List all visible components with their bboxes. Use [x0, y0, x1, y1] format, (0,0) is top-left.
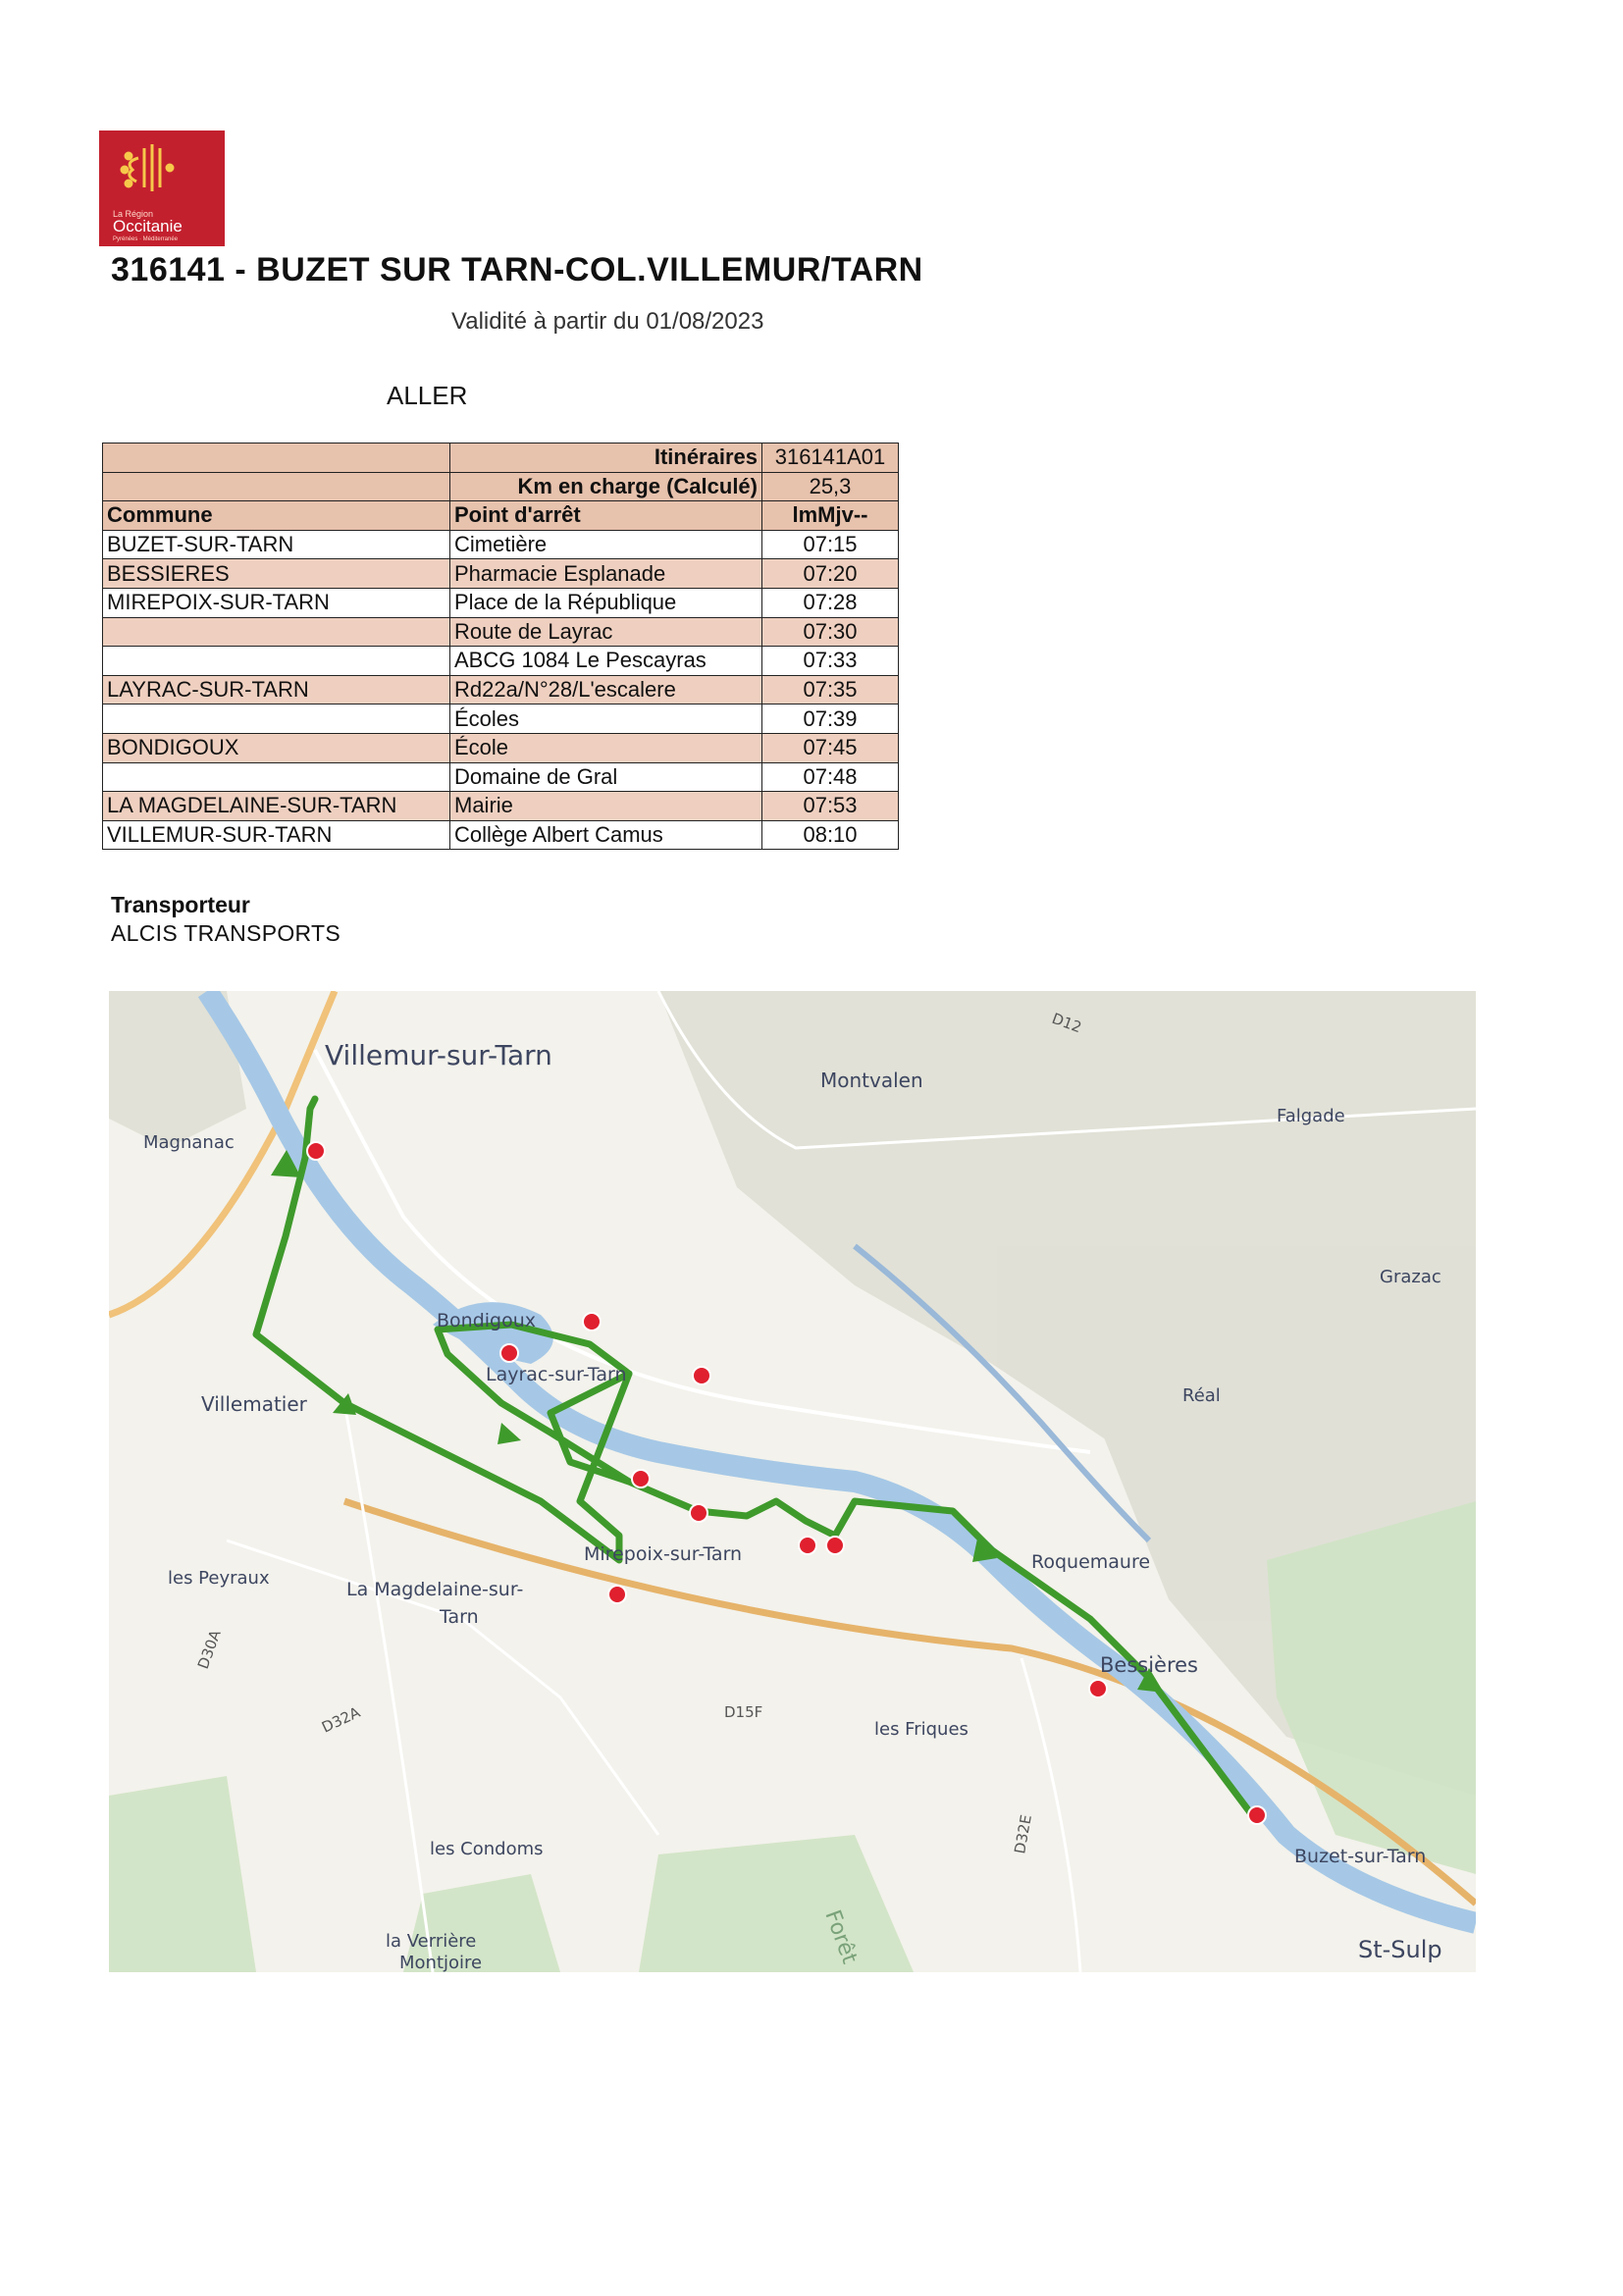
label-verriere-1: la Verrière [386, 1931, 477, 1952]
stop-cell: ABCG 1084 Le Pescayras [450, 647, 762, 676]
stop-cell: Route de Layrac [450, 617, 762, 647]
label-friques: les Friques [874, 1719, 969, 1740]
label-d32e: D32E [1011, 1813, 1035, 1855]
itinerary-row [103, 444, 899, 473]
stop-cell: École [450, 733, 762, 762]
commune-cell: LA MAGDELAINE-SUR-TARN [103, 792, 450, 821]
label-layrac: Layrac-sur-Tarn [486, 1364, 627, 1385]
label-magdelaine-1: La Magdelaine-sur- [346, 1579, 524, 1600]
commune-cell: BESSIERES [103, 559, 450, 589]
carrier-name: ALCIS TRANSPORTS [111, 920, 341, 946]
label-condoms: les Condoms [430, 1839, 544, 1859]
table-row [103, 792, 899, 821]
table-row [103, 675, 899, 704]
time-cell: 07:48 [762, 762, 899, 792]
stop-cell: Cimetière [450, 530, 762, 559]
label-villemur: Villemur-sur-Tarn [325, 1039, 552, 1071]
region-logo [99, 130, 225, 246]
itinerary-code: 316141A01 [762, 444, 899, 473]
stop-marker [500, 1344, 518, 1362]
label-verriere-2: Montjoire [399, 1953, 483, 1972]
time-cell: 07:45 [762, 733, 899, 762]
blank-cell [103, 472, 450, 501]
label-montvalen: Montvalen [820, 1069, 923, 1092]
label-magnanac: Magnanac [143, 1132, 235, 1153]
stop-marker [632, 1470, 650, 1487]
label-foret: Forêt [819, 1906, 863, 1967]
occitan-cross-icon [99, 130, 225, 209]
stop-cell: Domaine de Gral [450, 762, 762, 792]
time-cell: 07:53 [762, 792, 899, 821]
commune-cell: BONDIGOUX [103, 733, 450, 762]
km-row [103, 472, 899, 501]
stop-cell: Mairie [450, 792, 762, 821]
column-header-row [103, 501, 899, 531]
label-d30a: D30A [193, 1627, 225, 1672]
label-bessieres: Bessières [1100, 1653, 1198, 1677]
time-cell: 07:28 [762, 588, 899, 617]
table-row [103, 559, 899, 589]
commune-cell [103, 647, 450, 676]
commune-cell: MIREPOIX-SUR-TARN [103, 588, 450, 617]
stop-marker [1248, 1806, 1266, 1824]
label-mirepoix: Mirepoix-sur-Tarn [584, 1543, 743, 1565]
stop-marker [799, 1537, 816, 1554]
stop-marker [583, 1313, 601, 1331]
label-d32a: D32A [319, 1703, 363, 1737]
label-real: Réal [1182, 1385, 1221, 1406]
stop-cell: Pharmacie Esplanade [450, 559, 762, 589]
logo-tagline: Pyrénées · Méditerranée [113, 236, 179, 242]
label-magdelaine-2: Tarn [440, 1606, 479, 1628]
stop-cell: Place de la République [450, 588, 762, 617]
col-stop-header: Point d'arrêt [450, 501, 762, 531]
table-row [103, 820, 899, 850]
route-map [109, 991, 1476, 1972]
table-row [103, 647, 899, 676]
label-d12: D12 [1049, 1009, 1084, 1037]
km-value: 25,3 [762, 472, 899, 501]
time-cell: 07:39 [762, 704, 899, 734]
label-villematier: Villematier [201, 1392, 307, 1416]
time-cell: 07:33 [762, 647, 899, 676]
itineraries-label: Itinéraires [450, 444, 762, 473]
stop-marker [826, 1537, 844, 1554]
table-row [103, 762, 899, 792]
col-commune-header: Commune [103, 501, 450, 531]
col-days-header: lmMjv-- [762, 501, 899, 531]
page-title: 316141 - BUZET SUR TARN-COL.VILLEMUR/TARN [111, 251, 923, 288]
label-peyraux: les Peyraux [168, 1568, 270, 1589]
schedule-table [102, 443, 899, 850]
time-cell: 08:10 [762, 820, 899, 850]
table-row [103, 617, 899, 647]
table-row [103, 704, 899, 734]
label-falgade: Falgade [1277, 1106, 1345, 1126]
table-row [103, 588, 899, 617]
time-cell: 07:15 [762, 530, 899, 559]
carrier-heading: Transporteur [111, 892, 250, 917]
commune-cell [103, 762, 450, 792]
stop-marker [1089, 1680, 1107, 1697]
logo-brand: Occitanie [113, 217, 183, 235]
stop-marker [693, 1367, 710, 1384]
stop-cell: Collège Albert Camus [450, 820, 762, 850]
table-row [103, 530, 899, 559]
stop-marker [608, 1586, 626, 1603]
time-cell: 07:35 [762, 675, 899, 704]
label-bondigoux: Bondigoux [437, 1310, 537, 1331]
logo-small-text: La Région [113, 209, 154, 219]
commune-cell: VILLEMUR-SUR-TARN [103, 820, 450, 850]
time-cell: 07:30 [762, 617, 899, 647]
label-grazac: Grazac [1380, 1267, 1441, 1287]
label-roquemaure: Roquemaure [1031, 1551, 1151, 1573]
validity-date: Validité à partir du 01/08/2023 [451, 308, 764, 335]
stop-marker [690, 1504, 707, 1522]
label-stsulpice: St-Sulp [1358, 1936, 1442, 1963]
commune-cell: BUZET-SUR-TARN [103, 530, 450, 559]
direction-label: ALLER [387, 381, 468, 410]
stop-cell: Écoles [450, 704, 762, 734]
time-cell: 07:20 [762, 559, 899, 589]
commune-cell [103, 704, 450, 734]
blank-cell [103, 444, 450, 473]
commune-cell [103, 617, 450, 647]
stop-marker [307, 1142, 325, 1160]
label-buzet: Buzet-sur-Tarn [1294, 1846, 1427, 1867]
label-d15f: D15F [724, 1703, 763, 1721]
commune-cell: LAYRAC-SUR-TARN [103, 675, 450, 704]
km-label: Km en charge (Calculé) [450, 472, 762, 501]
table-row [103, 733, 899, 762]
stop-cell: Rd22a/N°28/L'escalere [450, 675, 762, 704]
